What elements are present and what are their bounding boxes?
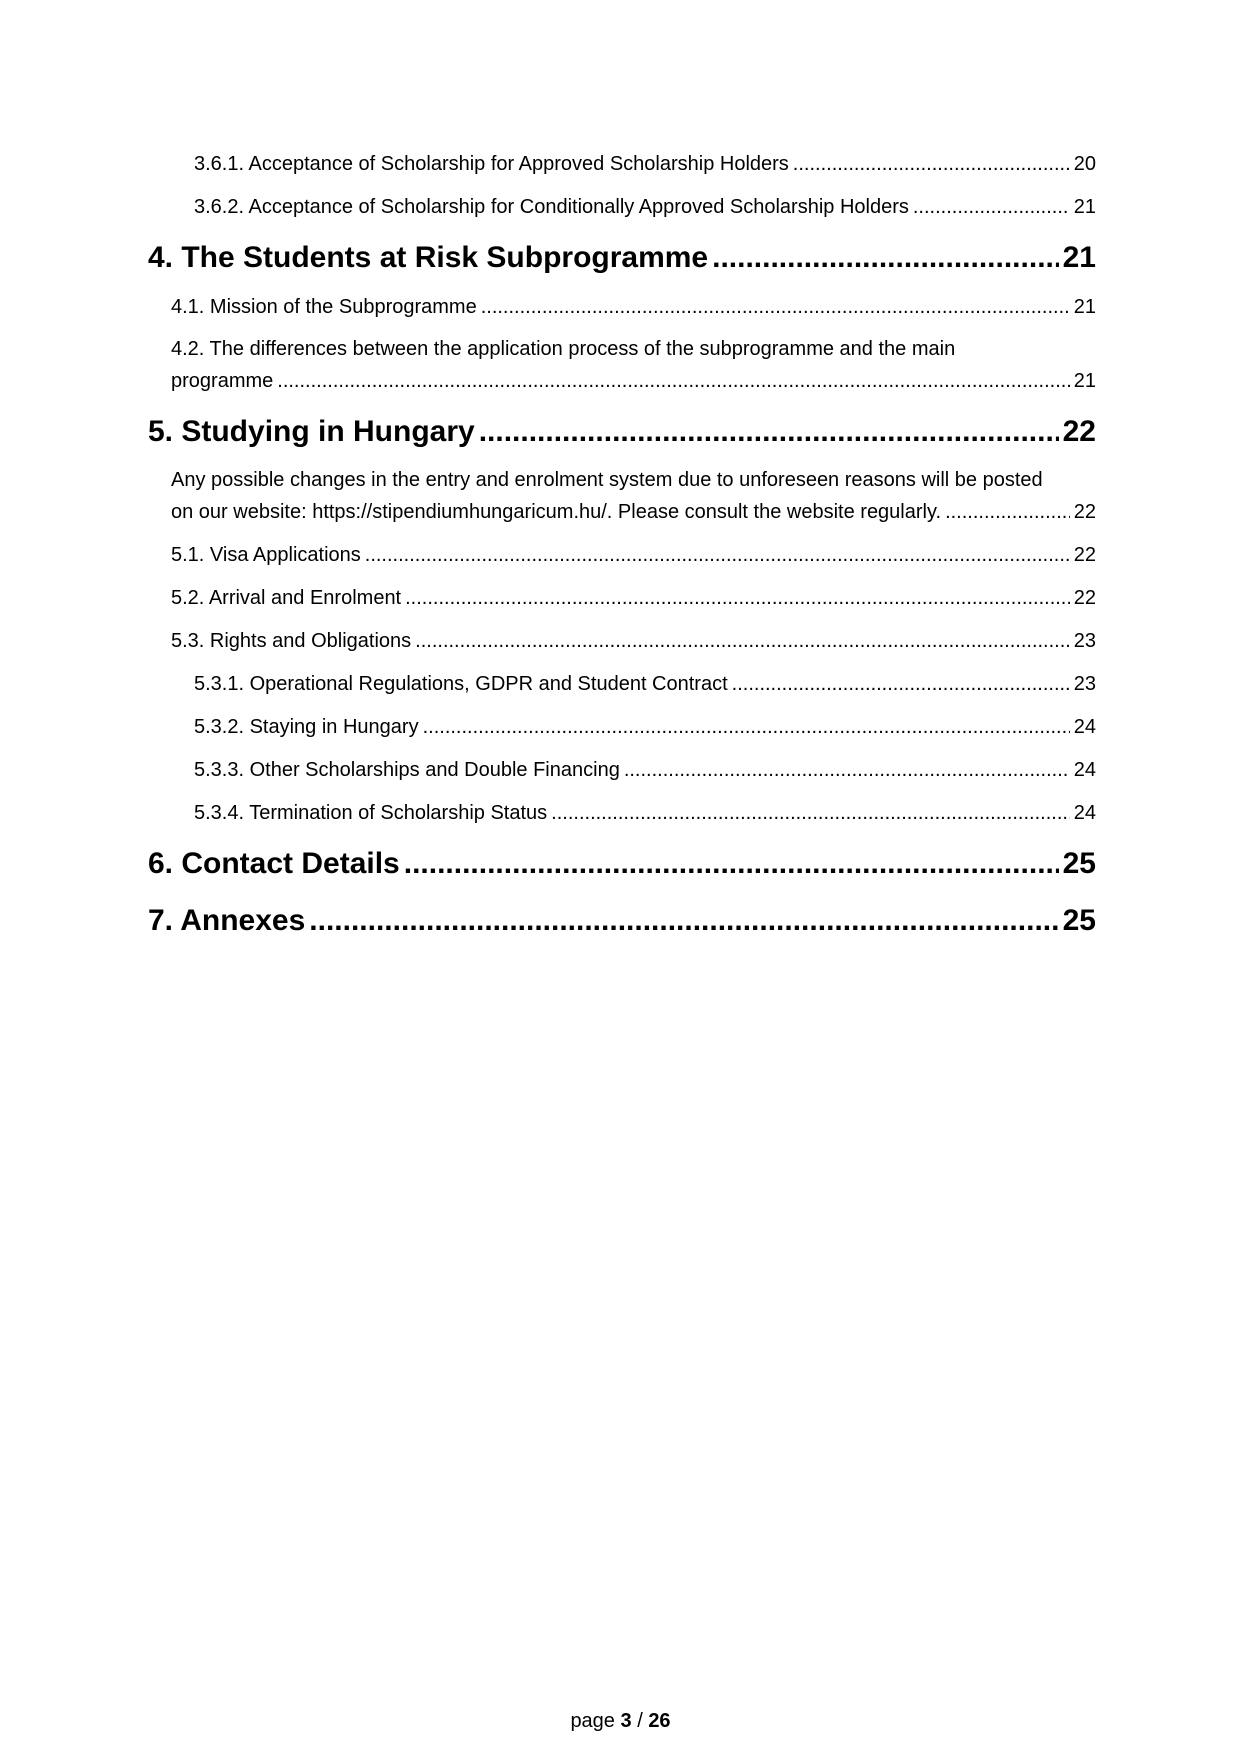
- toc-page-number: 25: [1062, 904, 1096, 937]
- toc-entry-4-2[interactable]: [171, 329, 1096, 403]
- toc-page-number: 24: [1073, 716, 1096, 738]
- toc-entry-5-3[interactable]: [171, 620, 1096, 663]
- dot-leader: [415, 620, 1070, 663]
- toc-page-number: 22: [1073, 544, 1096, 566]
- toc-page-number: 21: [1073, 370, 1096, 392]
- current-page-number: 3: [620, 1710, 632, 1732]
- toc-entry-title-line1: Any possible changes in the entry and enrolment system due to unforeseen reasons will be posted: [171, 469, 1043, 491]
- toc-entry-title: 3.6.1. Acceptance of Scholarship for Approved Scholarship Holders: [194, 153, 789, 175]
- toc-entry-5[interactable]: [148, 403, 1096, 460]
- toc-entry-6[interactable]: [148, 835, 1096, 892]
- dot-leader: [277, 365, 1069, 397]
- toc-page-number: 25: [1062, 847, 1096, 880]
- dot-leader: [712, 229, 1059, 286]
- toc-entry-5-3-1[interactable]: [194, 663, 1096, 706]
- toc-entry-title: 5. Studying in Hungary: [148, 415, 475, 448]
- toc-entry-title: 4. The Students at Risk Subprogramme: [148, 241, 709, 274]
- toc-entry-5-3-4[interactable]: [194, 792, 1096, 835]
- toc-page-number: 22: [1073, 587, 1096, 609]
- toc-entry-title: 5.2. Arrival and Enrolment: [171, 587, 402, 609]
- dot-leader: [793, 143, 1070, 186]
- toc-entry-7[interactable]: [148, 892, 1096, 949]
- page-separator: /: [637, 1710, 643, 1732]
- toc-entry-title: 5.3.4. Termination of Scholarship Status: [194, 802, 548, 824]
- toc-page-number: 23: [1073, 673, 1096, 695]
- toc-entry-5-3-2[interactable]: [194, 706, 1096, 749]
- toc-page-number: 22: [1062, 415, 1096, 448]
- toc-entry-title: 5.3. Rights and Obligations: [171, 630, 412, 652]
- dot-leader: [479, 403, 1059, 460]
- toc-entry-title: 6. Contact Details: [148, 847, 400, 880]
- table-of-contents: [148, 143, 1096, 949]
- dot-leader: [365, 534, 1070, 577]
- toc-page-number: 24: [1073, 802, 1096, 824]
- toc-entry-title: 5.3.1. Operational Regulations, GDPR and Student Contract: [194, 673, 728, 695]
- toc-page-number: 21: [1073, 196, 1096, 218]
- dot-leader: [481, 286, 1070, 329]
- toc-entry-4[interactable]: [148, 229, 1096, 286]
- toc-entry-title: 5.1. Visa Applications: [171, 544, 361, 566]
- toc-page-number: 21: [1073, 296, 1096, 318]
- dot-leader: [913, 186, 1070, 229]
- toc-page-number: 22: [1073, 501, 1096, 523]
- toc-page-number: 24: [1073, 759, 1096, 781]
- toc-entry-title: 3.6.2. Acceptance of Scholarship for Conditionally Approved Scholarship Holders: [194, 196, 909, 218]
- dot-leader: [732, 663, 1070, 706]
- toc-entry-changes-notice[interactable]: [171, 460, 1096, 534]
- toc-entry-5-3-3[interactable]: [194, 749, 1096, 792]
- toc-entry-4-1[interactable]: [171, 286, 1096, 329]
- dot-leader: [423, 706, 1070, 749]
- dot-leader: [551, 792, 1070, 835]
- toc-page-number: 20: [1073, 153, 1096, 175]
- toc-entry-3-6-1[interactable]: [194, 143, 1096, 186]
- dot-leader: [945, 496, 1070, 528]
- page-label: page: [570, 1710, 615, 1732]
- toc-page-number: 23: [1073, 630, 1096, 652]
- toc-entry-title: 4.1. Mission of the Subprogramme: [171, 296, 477, 318]
- page-footer: [0, 1710, 1241, 1733]
- toc-entry-title: 5.3.2. Staying in Hungary: [194, 716, 419, 738]
- toc-entry-3-6-2[interactable]: [194, 186, 1096, 229]
- dot-leader: [405, 577, 1070, 620]
- toc-entry-title: 7. Annexes: [148, 904, 306, 937]
- toc-entry-5-1[interactable]: [171, 534, 1096, 577]
- dot-leader: [309, 892, 1058, 949]
- dot-leader: [624, 749, 1070, 792]
- toc-entry-title: 5.3.3. Other Scholarships and Double Financing: [194, 759, 620, 781]
- toc-entry-5-2[interactable]: [171, 577, 1096, 620]
- toc-entry-title: programme: [171, 370, 274, 392]
- dot-leader: [404, 835, 1059, 892]
- toc-entry-title: on our website: https://stipendiumhungaricum.hu/. Please consult the website regularly.: [171, 501, 942, 523]
- toc-page-number: 21: [1062, 241, 1096, 274]
- toc-entry-title-line1: 4.2. The differences between the application process of the subprogramme and the main: [171, 338, 956, 360]
- total-page-count: 26: [648, 1710, 671, 1732]
